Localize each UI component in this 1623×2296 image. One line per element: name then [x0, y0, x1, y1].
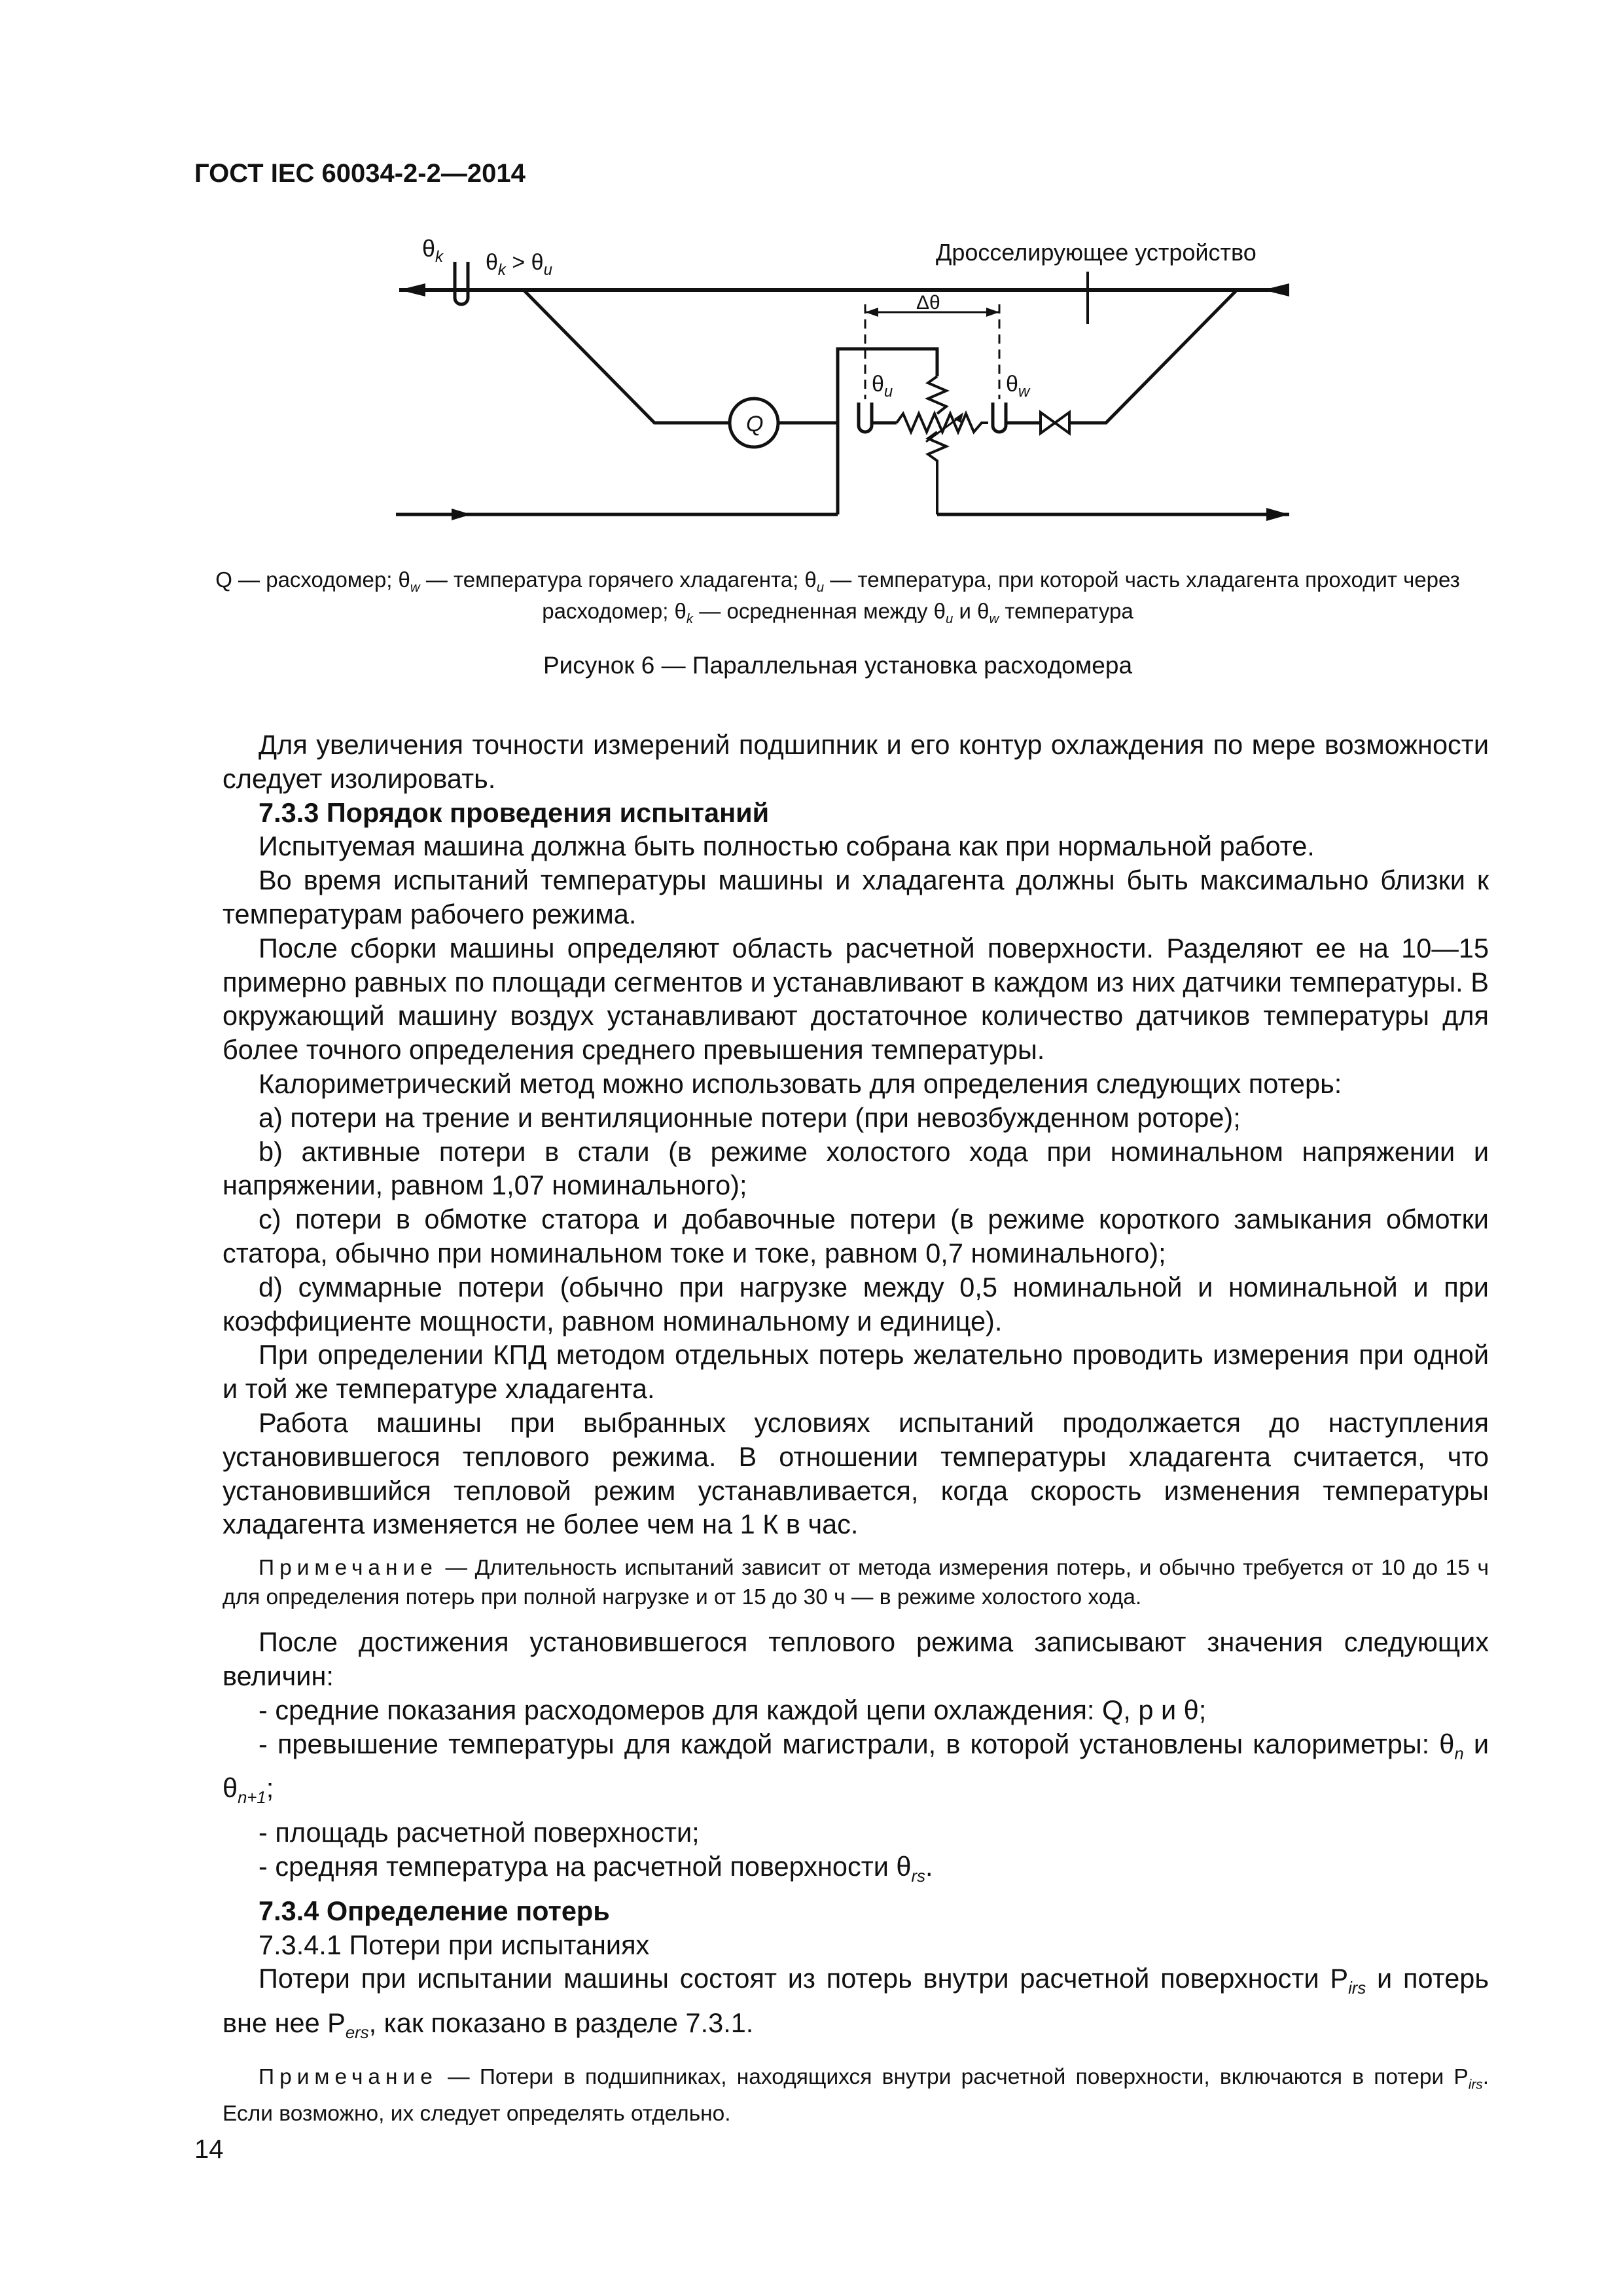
delta-arrow-right — [986, 308, 999, 317]
label-theta-w: $\theta_w$ — [1006, 372, 1030, 401]
label-theta-u: $\theta_u$ — [872, 372, 893, 401]
delta-arrow-left — [865, 308, 878, 317]
left-branch — [524, 290, 733, 423]
dash-item-1: - средние показания расходомеров для каждой цепи охлаждения: Q, p и θ; — [259, 1694, 1207, 1725]
paragraph: Испытуемая машина должна быть полностью собрана как при нормальной работе. — [259, 831, 1315, 862]
thermometer-u — [859, 403, 872, 432]
page-number: 14 — [194, 2135, 224, 2164]
left-arrow-head — [399, 283, 425, 296]
resistor-vertical-lower — [928, 432, 946, 514]
resistor-vertical — [928, 376, 946, 414]
paragraph: Калориметрический метод можно использовать для определения следующих потерь: — [259, 1067, 1342, 1099]
list-item-b: b) активные потери в стали (в режиме холостого хода при номинальном напряжении и напряжении, равном 1,07 номинального); — [223, 1136, 1489, 1201]
list-item-c: c) потери в обмотке статора и добавочные потери (в режиме короткого замыкания обмотки статора, обычно при номинальном токе и токе, равном 0,7 номинального); — [223, 1204, 1489, 1268]
thermometer-k — [455, 262, 468, 304]
flowmeter-diagram — [366, 226, 1315, 547]
figure-caption: Рисунок 6 — Параллельная установка расходомера — [543, 652, 1133, 679]
paragraph: Для увеличения точности измерений подшипник и его контур охлаждения по мере возможности следует изолировать. — [223, 729, 1489, 794]
right-branch — [1069, 290, 1237, 423]
dash-item-2: - превышение температуры для каждой магистрали, в которой установлены калориметры: $\theta_n$ и $\theta_{n+1}$; — [223, 1728, 1489, 1808]
bottom-arrow-right — [1266, 508, 1289, 521]
note-2: Примечание — Потери в подшипниках, находящихся внутри расчетной поверхности, включаются в потери $P_{irs}$. Если возможно, их следует определять отдельно. — [223, 2064, 1489, 2126]
section-heading-7-3-4: 7.3.4 Определение потерь — [259, 1895, 610, 1926]
label-theta-k: $\theta_k$ — [422, 235, 444, 266]
document-body — [223, 728, 1489, 2142]
label-theta-k-gt-u: $\theta_k > \theta_u$ — [486, 250, 552, 279]
label-delta: Δθ — [916, 292, 940, 314]
paragraph: Потери при испытании машины состоят из потерь внутри расчетной поверхности $P_{irs}$ и потерь вне нее $P_{ers}$, как показано в разделе 7.3.1. — [223, 1963, 1489, 2043]
section-heading-7-3-3: 7.3.3 Порядок проведения испытаний — [259, 797, 770, 828]
paragraph: При определении КПД методом отдельных потерь желательно проводить измерения при одной и той же температуре хладагента. — [223, 1339, 1489, 1405]
right-arrow-head — [1263, 283, 1289, 296]
bottom-arrow-mid — [452, 509, 471, 520]
label-flowmeter-q: Q — [746, 412, 764, 437]
note-1: Примечание — Длительность испытаний зависит от метода измерения потерь, и обычно требуется от 10 до 15 ч для определения потерь при полной нагрузке и от 15 до 30 ч — в режиме холостого хода. — [223, 1556, 1489, 1610]
list-item-a: a) потери на трение и вентиляционные потери (при невозбужденном роторе); — [259, 1102, 1241, 1133]
list-item-d: d) суммарные потери (обычно при нагрузке между 0,5 номинальной и номинальной и при коэффициенте мощности, равном номинальному и единице). — [223, 1271, 1489, 1336]
paragraph: После достижения установившегося теплового режима записывают значения следующих величин: — [223, 1626, 1489, 1691]
paragraph: Работа машины при выбранных условиях испытаний продолжается до наступления установившегося теплового режима. В отношении температуры хладагента считается, что установившийся тепловой режим устанавливается, когда скорость изменения температуры хладагента изменяется не более чем на 1 К в час. — [223, 1407, 1489, 1540]
paragraph: Во время испытаний температуры машины и хладагента должны быть максимально близки к температурам рабочего режима. — [223, 865, 1489, 929]
figure-legend-line-2: расходомер; $\theta_k$ — осредненная между $\theta_u$ и $\theta_w$ температура — [542, 599, 1133, 627]
dash-item-3: - площадь расчетной поверхности; — [259, 1817, 700, 1848]
dash-item-4: - средняя температура на расчетной поверхности $\theta_{rs}$. — [259, 1850, 933, 1886]
paragraph: После сборки машины определяют область расчетной поверхности. Разделяют ее на 10—15 примерно равных по площади сегментов и устанавливают в каждом из них датчики температуры. В окружающий машину воздух устанавливают достаточное количество датчиков температуры для более точного определения среднего превышения температуры. — [223, 932, 1489, 1066]
thermometer-w — [993, 403, 1006, 432]
document-header: ГОСТ IEC 60034-2-2—2014 — [194, 159, 526, 188]
figure-legend-line-1: Q — расходомер; $\theta_w$ — температура горячего хладагента; $\theta_u$ — температура, при которой часть хладагента проходит через — [215, 567, 1460, 596]
subsection-heading-7-3-4-1: 7.3.4.1 Потери при испытаниях — [259, 1929, 650, 1960]
label-throttle: Дросселирующее устройство — [936, 239, 1257, 266]
valve-right — [1055, 412, 1069, 433]
